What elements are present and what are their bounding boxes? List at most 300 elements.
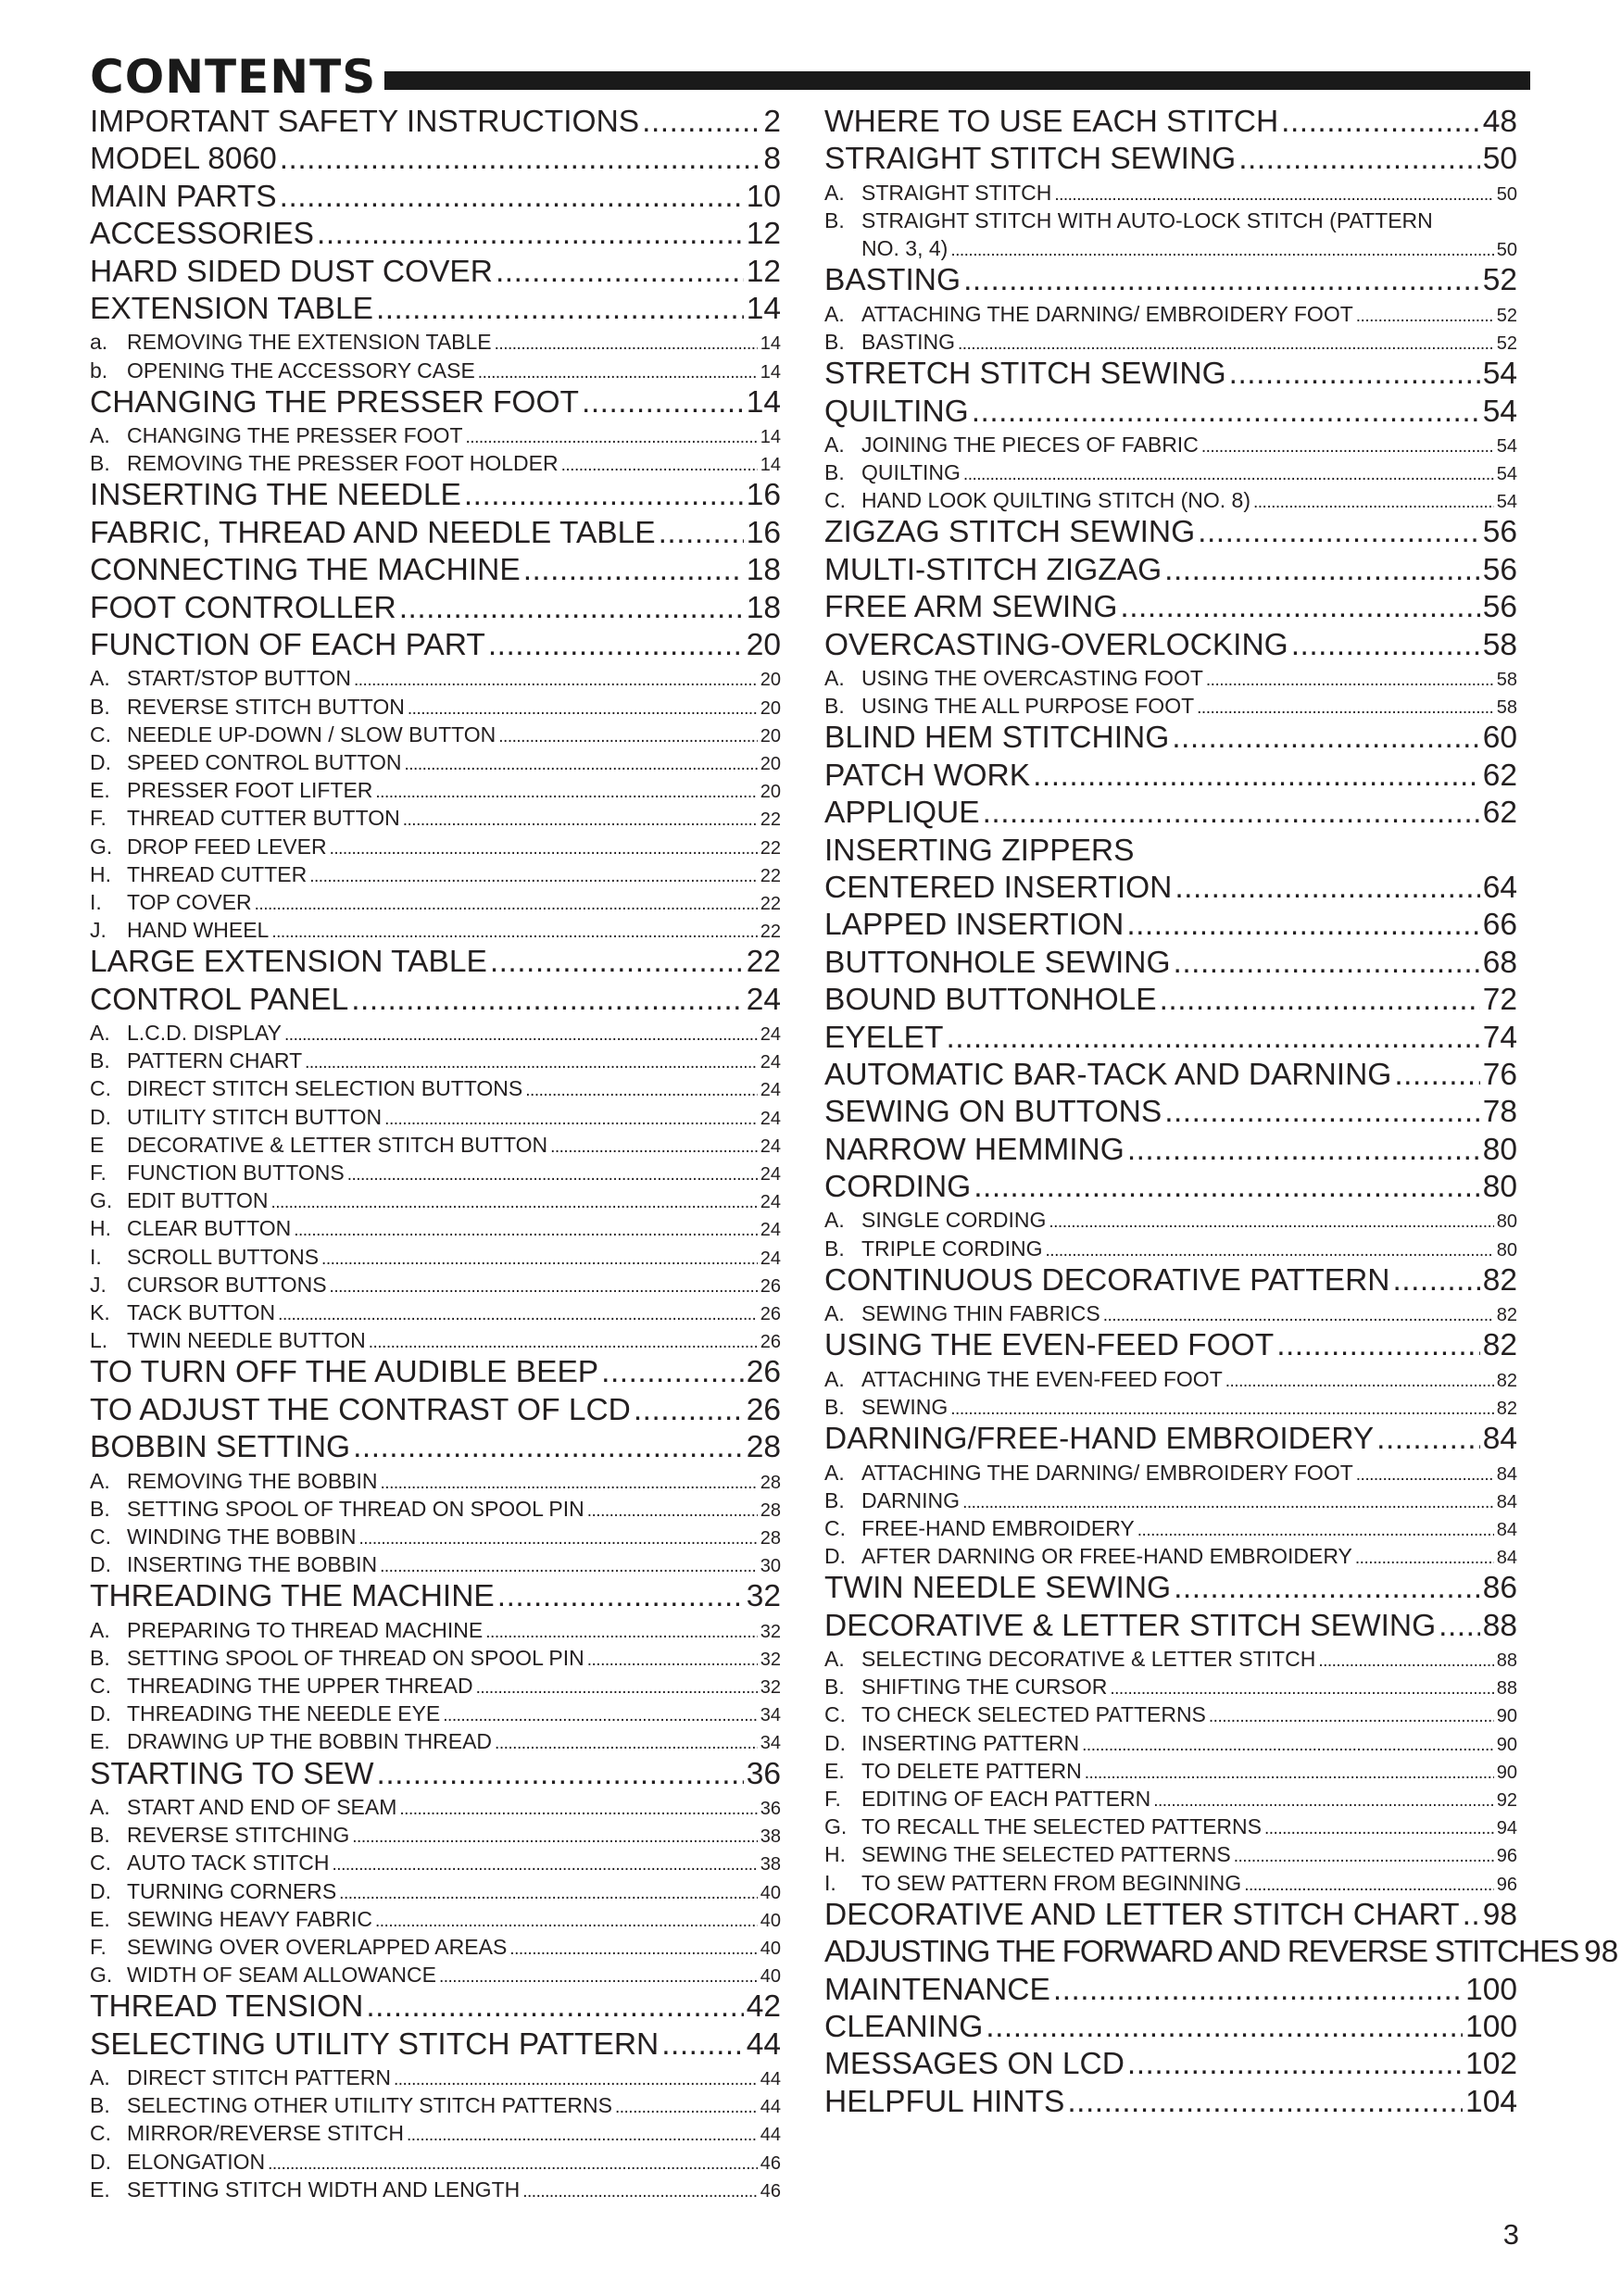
entry-page-number: 60	[1482, 721, 1517, 756]
toc-subentry[interactable]	[90, 1271, 781, 1299]
entry-page-number: 82	[1496, 1399, 1517, 1419]
toc-subentry[interactable]	[90, 721, 781, 748]
entry-page-number: 20	[746, 628, 781, 663]
entry-page-number: 56	[1482, 552, 1517, 587]
toc-entry[interactable]	[90, 216, 781, 253]
entry-page-number: 100	[1465, 1972, 1517, 2007]
toc-subentry[interactable]	[824, 1785, 1517, 1813]
toc-entry[interactable]	[824, 1570, 1517, 1607]
dot-leader	[1033, 758, 1480, 795]
toc-subentry[interactable]	[90, 357, 781, 384]
entry-page-number: 16	[746, 515, 781, 550]
entry-page-number: 84	[1496, 1463, 1517, 1485]
toc-subentry[interactable]	[90, 1961, 781, 1989]
entry-page-number: 58	[1496, 697, 1517, 719]
entry-title: L.C.D. DISPLAY	[127, 1021, 283, 1046]
toc-entry[interactable]	[824, 870, 1517, 907]
toc-subentry[interactable]	[90, 1131, 781, 1159]
toc-entry[interactable]	[90, 1578, 781, 1615]
entry-page-number: 24	[760, 1080, 781, 1101]
entry-page-number: 20	[760, 725, 781, 747]
toc-subentry[interactable]	[90, 916, 781, 944]
dot-leader	[1127, 1132, 1480, 1169]
toc-entry[interactable]	[824, 627, 1517, 664]
toc-subentry[interactable]	[824, 1700, 1517, 1728]
toc-subentry[interactable]	[824, 179, 1517, 207]
toc-subentry[interactable]	[824, 300, 1517, 328]
toc-entry[interactable]	[90, 1392, 781, 1429]
entry-page-number: 34	[760, 1733, 781, 1754]
entry-page-number: 24	[746, 982, 781, 1017]
entry-page-number: 44	[760, 2069, 781, 2090]
entry-letter: J.	[90, 1272, 107, 1297]
toc-subentry[interactable]	[824, 328, 1517, 356]
toc-subentry[interactable]	[824, 1235, 1517, 1262]
entry-page-number: 26	[746, 1355, 781, 1390]
toc-entry[interactable]	[824, 1020, 1517, 1057]
toc-subentry[interactable]	[90, 748, 781, 776]
toc-subentry[interactable]	[90, 421, 781, 449]
dot-leader	[1082, 1732, 1494, 1760]
toc-entry[interactable]	[824, 2046, 1517, 2083]
toc-subentry[interactable]	[90, 888, 781, 916]
toc-subentry[interactable]	[824, 1393, 1517, 1421]
entry-page-number: 46	[760, 2180, 781, 2202]
toc-entry[interactable]	[824, 1094, 1517, 1131]
toc-entry[interactable]	[824, 758, 1517, 795]
entry-page-number: 10	[746, 179, 781, 214]
entry-page-number: 26	[760, 1332, 781, 1353]
entry-title: FOOT CONTROLLER	[90, 590, 396, 625]
toc-subentry[interactable]	[824, 664, 1517, 692]
toc-subentry[interactable]	[824, 1813, 1517, 1840]
entry-title: QUILTING	[824, 394, 969, 429]
toc-subentry[interactable]	[90, 1186, 781, 1214]
dot-leader	[1164, 1094, 1480, 1131]
toc-subentry[interactable]	[90, 2064, 781, 2091]
dot-leader	[1046, 1237, 1494, 1265]
entry-page-number: 50	[1496, 240, 1517, 261]
entry-page-number: 78	[1482, 1095, 1517, 1130]
entry-letter: D.	[90, 1878, 111, 1903]
dot-leader	[330, 835, 758, 863]
toc-subentry[interactable]	[824, 1673, 1517, 1700]
toc-subentry[interactable]	[824, 1459, 1517, 1487]
toc-subentry[interactable]	[90, 2176, 781, 2203]
entry-letter: D.	[90, 1552, 111, 1577]
entry-title: SEWING ON BUTTONS	[824, 1095, 1162, 1130]
entry-title: AUTO TACK STITCH	[127, 1851, 330, 1876]
entry-page-number: 44	[746, 2026, 781, 2062]
entry-title: CONNECTING THE MACHINE	[90, 553, 521, 588]
entry-title: BUTTONHOLE SEWING	[824, 945, 1171, 980]
toc-subentry[interactable]	[824, 207, 1517, 234]
toc-subentry[interactable]	[824, 1365, 1517, 1393]
toc-entry[interactable]	[824, 356, 1517, 393]
toc-subentry[interactable]	[90, 1644, 781, 1672]
toc-subentry[interactable]	[90, 1326, 781, 1354]
toc-entry[interactable]	[824, 1169, 1517, 1206]
toc-subentry[interactable]	[824, 1206, 1517, 1234]
toc-subentry[interactable]	[90, 833, 781, 860]
toc-subentry[interactable]	[90, 1793, 781, 1821]
toc-entry[interactable]	[90, 982, 781, 1019]
toc-entry[interactable]	[90, 1989, 781, 2026]
toc-subentry[interactable]	[90, 2148, 781, 2176]
toc-subentry[interactable]	[90, 1047, 781, 1074]
toc-entry[interactable]	[90, 1429, 781, 1466]
dot-leader	[381, 1470, 758, 1498]
toc-entry[interactable]	[90, 1756, 781, 1793]
toc-subentry[interactable]	[90, 2119, 781, 2147]
entry-title: START/STOP BUTTON	[127, 666, 351, 691]
dot-leader	[1229, 356, 1480, 393]
toc-entry[interactable]	[90, 179, 781, 216]
toc-entry[interactable]	[824, 1972, 1517, 2009]
entry-title: TO ADJUST THE CONTRAST OF LCD	[90, 1392, 631, 1427]
dot-leader	[280, 141, 761, 178]
dot-leader	[375, 779, 757, 807]
entry-page-number: 80	[1482, 1170, 1517, 1205]
toc-subentry[interactable]	[824, 1869, 1517, 1897]
dot-leader	[1206, 667, 1494, 695]
toc-entry[interactable]	[90, 2026, 781, 2064]
entry-letter: I.	[90, 889, 102, 914]
toc-subentry[interactable]	[824, 1840, 1517, 1868]
toc-entry[interactable]	[824, 1132, 1517, 1169]
entry-page-number: 28	[746, 1430, 781, 1465]
entry-letter: A.	[824, 301, 845, 326]
toc-entry[interactable]	[90, 590, 781, 627]
dot-leader	[1394, 1057, 1479, 1094]
entry-title: CLEAR BUTTON	[127, 1216, 292, 1241]
entry-title: FUNCTION BUTTONS	[127, 1161, 345, 1186]
entry-title: PATCH WORK	[824, 758, 1031, 793]
toc-subentry[interactable]	[90, 860, 781, 888]
toc-entry[interactable]	[90, 104, 781, 141]
entry-title: REMOVING THE EXTENSION TABLE	[127, 330, 492, 355]
dot-leader	[309, 863, 758, 891]
toc-subentry[interactable]	[90, 693, 781, 721]
dot-leader	[490, 944, 744, 981]
entry-letter: A.	[90, 423, 110, 448]
entry-page-number: 20	[760, 754, 781, 774]
dot-leader	[587, 1498, 758, 1525]
toc-subentry[interactable]	[90, 804, 781, 832]
entry-title: MAINTENANCE	[824, 1972, 1050, 2007]
toc-subentry[interactable]	[90, 1019, 781, 1047]
entry-page-number: 82	[1482, 1328, 1517, 1363]
toc-subentry[interactable]	[90, 1672, 781, 1700]
toc-subentry[interactable]	[824, 431, 1517, 458]
dot-leader	[498, 723, 757, 751]
entry-title: SEWING	[861, 1395, 949, 1419]
toc-entry[interactable]	[824, 720, 1517, 757]
toc-entry[interactable]	[824, 1057, 1517, 1094]
toc-subentry[interactable]	[90, 1074, 781, 1102]
entry-title: TO SEW PATTERN FROM BEGINNING	[861, 1870, 1242, 1895]
entry-letter: B.	[90, 1645, 110, 1670]
entry-page-number: 54	[1496, 492, 1517, 513]
entry-letter: F.	[824, 1787, 841, 1812]
toc-entry[interactable]	[90, 1354, 781, 1391]
dot-leader	[1225, 1368, 1494, 1396]
entry-title: SEWING THE SELECTED PATTERNS	[861, 1842, 1231, 1867]
entry-title: WIDTH OF SEAM ALLOWANCE	[127, 1963, 436, 1988]
entry-page-number: 56	[1482, 515, 1517, 550]
toc-subentry[interactable]	[90, 1821, 781, 1849]
entry-page-number: 24	[760, 1052, 781, 1073]
entry-page-number: 84	[1496, 1548, 1517, 1569]
toc-entry[interactable]	[90, 944, 781, 981]
toc-entry[interactable]	[824, 2009, 1517, 2046]
toc-subentry[interactable]	[824, 1487, 1517, 1514]
toc-subentry[interactable]	[90, 1616, 781, 1644]
entry-title: TURNING CORNERS	[127, 1878, 337, 1903]
entry-title: FUNCTION OF EACH PART	[90, 628, 485, 663]
entry-letter: C.	[824, 1515, 846, 1540]
toc-subentry[interactable]	[824, 1542, 1517, 1570]
entry-page-number: 24	[760, 1135, 781, 1157]
dot-leader	[582, 384, 744, 421]
dot-leader	[375, 1908, 758, 1936]
entry-title: DECORATIVE & LETTER STITCH SEWING	[824, 1608, 1437, 1643]
entry-page-number: 58	[1496, 670, 1517, 691]
entry-letter: A.	[824, 1366, 845, 1391]
dot-leader	[1164, 552, 1480, 589]
entry-title: PATTERN CHART	[127, 1048, 303, 1073]
toc-subentry[interactable]	[90, 1877, 781, 1905]
entry-title: STRAIGHT STITCH SEWING	[824, 142, 1237, 177]
entry-page-number: 90	[1496, 1734, 1517, 1755]
entry-letter: C.	[90, 721, 111, 747]
entry-title: TO DELETE PATTERN	[861, 1758, 1082, 1783]
entry-page-number: 72	[1482, 983, 1517, 1018]
entry-page-number: 48	[1482, 105, 1517, 139]
toc-subentry[interactable]	[90, 1933, 781, 1961]
entry-letter: A.	[90, 1021, 110, 1046]
entry-title: DIRECT STITCH PATTERN	[127, 2065, 391, 2090]
dot-leader	[1085, 1760, 1494, 1788]
toc-subentry[interactable]	[90, 1523, 781, 1550]
toc-entry[interactable]	[824, 1327, 1517, 1364]
entry-title: THREAD CUTTER BUTTON	[127, 806, 400, 831]
toc-entry[interactable]	[824, 104, 1517, 141]
toc-entry[interactable]	[824, 907, 1517, 944]
entry-title: REMOVING THE PRESSER FOOT HOLDER	[127, 451, 559, 476]
entry-title: SCROLL BUTTONS	[127, 1244, 320, 1269]
entry-page-number: 82	[1482, 1262, 1517, 1298]
dot-leader	[986, 2009, 1463, 2046]
toc-subentry[interactable]	[824, 1645, 1517, 1673]
entry-title: CHANGING THE PRESSER FOOT	[90, 384, 580, 420]
entry-page-number: 44	[760, 2097, 781, 2118]
toc-subentry[interactable]	[824, 1757, 1517, 1785]
toc-entry[interactable]	[824, 1934, 1619, 1971]
toc-entry[interactable]	[90, 515, 781, 552]
entry-page-number: 46	[760, 2152, 781, 2174]
toc-subentry[interactable]	[90, 1905, 781, 1933]
entry-page-number: 68	[1482, 945, 1517, 980]
toc-group-heading[interactable]	[824, 833, 1517, 870]
entry-title: ATTACHING THE DARNING/ EMBROIDERY FOOT	[861, 1460, 1353, 1485]
dot-leader	[1153, 1788, 1494, 1815]
toc-entry[interactable]	[90, 627, 781, 664]
entry-page-number: 32	[760, 1677, 781, 1699]
dot-leader	[950, 1396, 1493, 1424]
toc-subentry[interactable]	[824, 458, 1517, 486]
entry-page-number: 50	[1496, 183, 1517, 205]
entry-title: SELECTING OTHER UTILITY STITCH PATTERNS	[127, 2093, 612, 2118]
entry-page-number: 16	[746, 478, 781, 513]
toc-subentry[interactable]	[824, 234, 1517, 262]
toc-subentry[interactable]	[90, 1299, 781, 1326]
toc-entry[interactable]	[824, 514, 1517, 551]
toc-subentry[interactable]	[90, 1700, 781, 1727]
dot-leader	[347, 1161, 758, 1189]
dot-leader	[963, 262, 1480, 299]
dot-leader	[983, 795, 1480, 832]
toc-subentry[interactable]	[90, 1243, 781, 1271]
dot-leader	[305, 1049, 758, 1077]
entry-page-number: 30	[760, 1556, 781, 1577]
toc-subentry[interactable]	[90, 449, 781, 477]
toc-entry[interactable]	[824, 1897, 1517, 1934]
entry-letter: B.	[90, 451, 110, 476]
toc-subentry[interactable]	[90, 2091, 781, 2119]
entry-title: EDIT BUTTON	[127, 1188, 269, 1213]
toc-entry[interactable]	[824, 1262, 1517, 1299]
toc-entry[interactable]	[824, 1421, 1517, 1458]
toc-subentry[interactable]	[90, 1849, 781, 1876]
dot-leader	[321, 1246, 758, 1273]
toc-entry[interactable]	[90, 384, 781, 421]
toc-subentry[interactable]	[90, 664, 781, 692]
dot-leader	[1103, 1302, 1494, 1330]
toc-subentry[interactable]	[90, 1727, 781, 1755]
toc-entry[interactable]	[824, 2084, 1517, 2121]
toc-entry[interactable]	[90, 254, 781, 291]
toc-entry[interactable]	[824, 141, 1517, 178]
dot-leader	[359, 1525, 758, 1553]
dot-leader	[1137, 1517, 1494, 1545]
dot-leader	[946, 1020, 1479, 1057]
toc-subentry[interactable]	[824, 486, 1517, 514]
entry-page-number: 32	[760, 1621, 781, 1642]
entry-page-number: 98	[1584, 1935, 1619, 1970]
entry-title: CURSOR BUTTONS	[127, 1272, 327, 1297]
entry-letter: E.	[824, 1758, 845, 1783]
entry-title: SELECTING UTILITY STITCH PATTERN	[90, 2026, 660, 2062]
toc-subentry[interactable]	[90, 1214, 781, 1242]
toc-subentry[interactable]	[90, 328, 781, 356]
toc-subentry[interactable]	[90, 776, 781, 804]
toc-entry[interactable]	[90, 141, 781, 178]
entry-page-number: 96	[1496, 1874, 1517, 1895]
entry-title: SEWING OVER OVERLAPPED AREAS	[127, 1934, 508, 1959]
entry-page-number: 102	[1465, 2047, 1517, 2082]
entry-letter: D.	[824, 1730, 846, 1755]
toc-subentry[interactable]	[90, 1550, 781, 1578]
toc-entry[interactable]	[824, 394, 1517, 431]
entry-page-number: 24	[760, 1164, 781, 1186]
toc-entry[interactable]	[824, 552, 1517, 589]
entry-title: ZIGZAG STITCH SEWING	[824, 515, 1196, 550]
dot-leader	[399, 1796, 757, 1824]
entry-title: USING THE OVERCASTING FOOT	[861, 666, 1203, 691]
toc-subentry[interactable]	[824, 1729, 1517, 1757]
toc-entry[interactable]	[824, 1608, 1517, 1645]
entry-page-number: 12	[746, 254, 781, 289]
toc-entry[interactable]	[824, 945, 1517, 982]
toc-entry[interactable]	[90, 291, 781, 328]
dot-leader	[1392, 1262, 1479, 1299]
toc-subentry[interactable]	[824, 1514, 1517, 1542]
toc-subentry[interactable]	[90, 1159, 781, 1186]
entry-title: MODEL 8060	[90, 142, 277, 177]
entry-page-number: 88	[1496, 1650, 1517, 1672]
dot-leader	[354, 667, 758, 695]
entry-letter: A.	[90, 1468, 110, 1493]
entry-title: TACK BUTTON	[127, 1299, 276, 1324]
dot-leader	[466, 424, 758, 452]
toc-entry[interactable]	[824, 589, 1517, 626]
entry-title: HAND LOOK QUILTING STITCH (NO. 8)	[861, 488, 1250, 513]
entry-page-number: 62	[1482, 758, 1517, 793]
entry-page-number: 26	[746, 1392, 781, 1427]
entry-letter: C.	[90, 1851, 111, 1876]
entry-title: EYELET	[824, 1020, 944, 1055]
dot-leader	[476, 1675, 758, 1702]
toc-entry[interactable]	[824, 262, 1517, 299]
dot-leader	[1209, 1703, 1494, 1731]
entry-title: HARD SIDED DUST COVER	[90, 254, 493, 289]
entry-title: REVERSE STITCHING	[127, 1823, 350, 1848]
dot-leader	[317, 216, 744, 253]
dot-leader	[1054, 182, 1493, 209]
toc-entry[interactable]	[90, 552, 781, 589]
dot-leader	[439, 1964, 758, 1991]
entry-page-number: 18	[746, 553, 781, 588]
dot-leader	[963, 461, 1494, 489]
toc-entry[interactable]	[824, 982, 1517, 1019]
entry-letter: B.	[90, 1496, 110, 1521]
entry-page-number: 56	[1482, 590, 1517, 625]
entry-page-number: 52	[1496, 305, 1517, 326]
dot-leader	[495, 1730, 758, 1758]
entry-title: WINDING THE BOBBIN	[127, 1524, 357, 1549]
dot-leader	[271, 1189, 758, 1217]
toc-subentry[interactable]	[824, 692, 1517, 720]
entry-title: REMOVING THE BOBBIN	[127, 1468, 378, 1493]
toc-subentry[interactable]	[90, 1103, 781, 1131]
toc-subentry[interactable]	[824, 1299, 1517, 1327]
entry-title: CONTROL PANEL	[90, 982, 349, 1017]
entry-title: INSERTING THE BOBBIN	[127, 1552, 378, 1577]
dot-leader	[1160, 982, 1480, 1019]
toc-subentry[interactable]	[90, 1495, 781, 1523]
entry-title: HELPFUL HINTS	[824, 2084, 1065, 2119]
entry-page-number: 84	[1496, 1519, 1517, 1540]
entry-letter: B.	[824, 329, 845, 354]
entry-page-number: 32	[746, 1579, 781, 1614]
toc-subentry[interactable]	[90, 1467, 781, 1495]
entry-letter: A.	[824, 666, 845, 691]
toc-entry[interactable]	[90, 477, 781, 514]
entry-letter: L.	[90, 1328, 108, 1353]
entry-page-number: 52	[1496, 332, 1517, 354]
toc-entry[interactable]	[824, 795, 1517, 832]
